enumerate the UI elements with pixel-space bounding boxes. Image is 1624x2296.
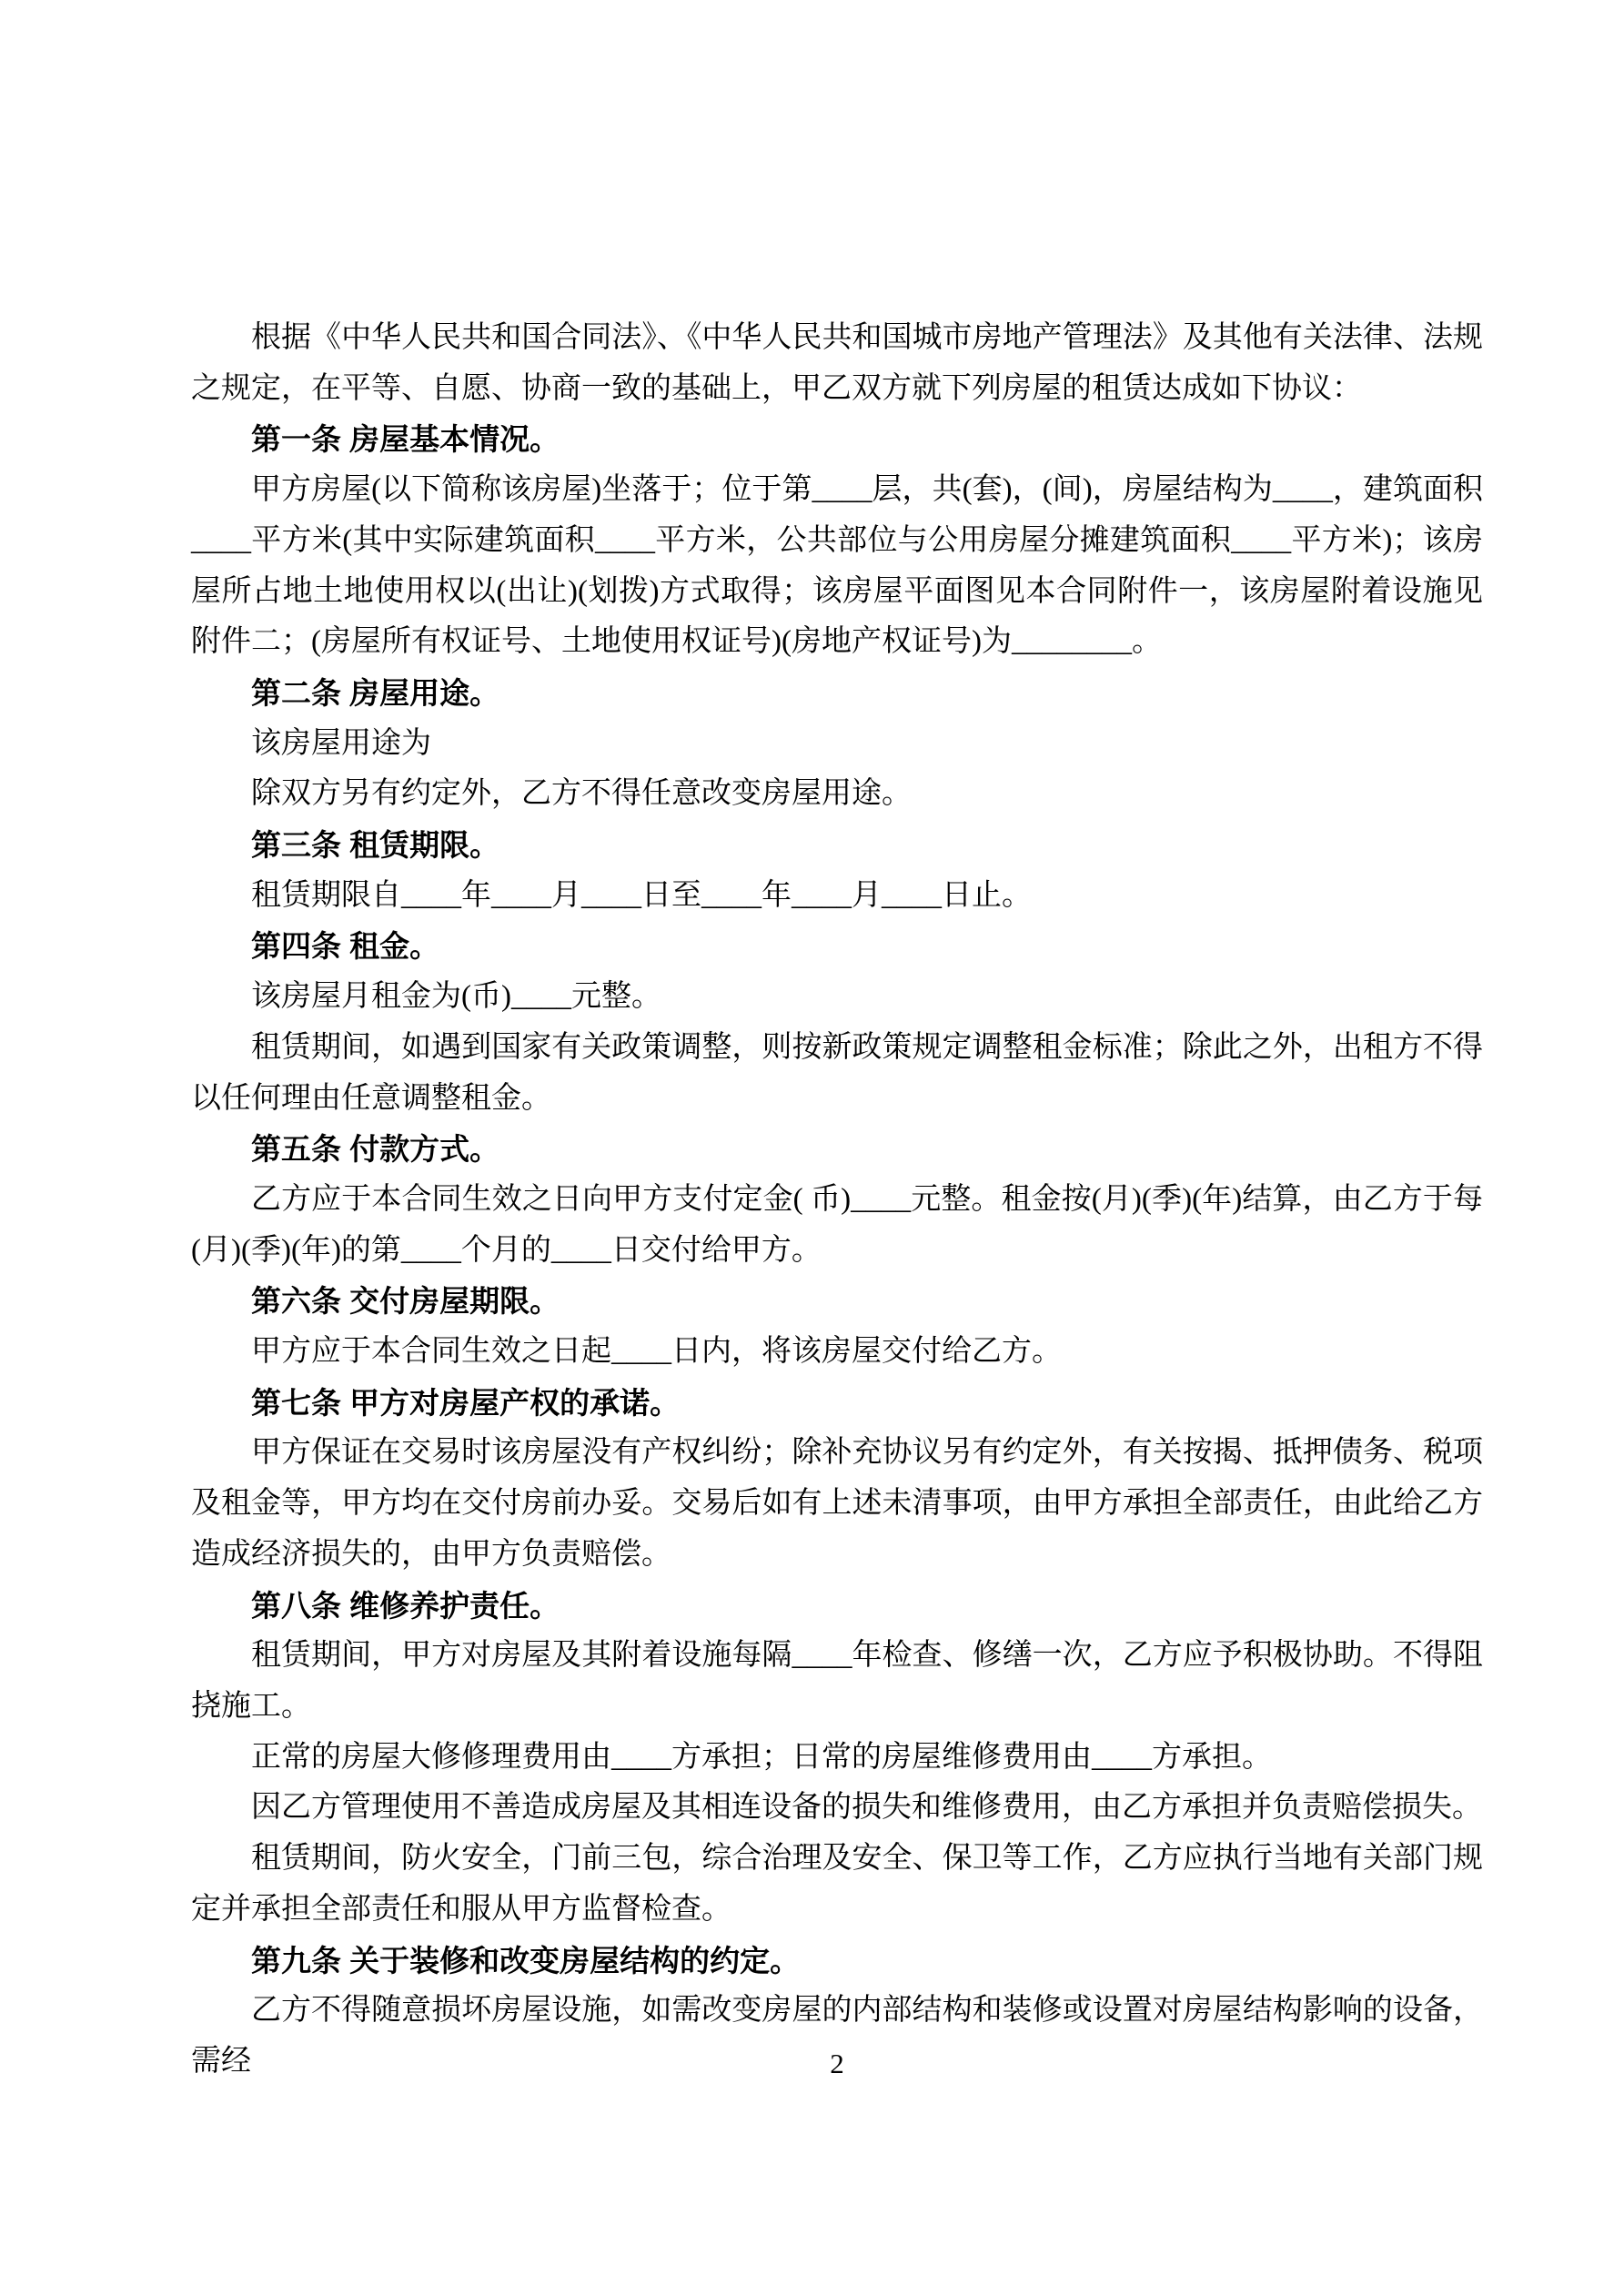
article-9-heading: 第九条 关于装修和改变房屋结构的约定。 — [251, 1943, 801, 1977]
article-4-heading: 第四条 租金。 — [251, 929, 440, 964]
article-1-paragraph: 甲方房屋(以下简称该房屋)坐落于；位于第____层，共(套)，(间)，房屋结构为____，建筑面积____平方米(其中实际建筑面积____平方米，公共部位与公用房屋分摊建筑面积____平方米)；该房屋所占地土地使用权以(出让)(划拨)方式取得；该房屋平面图见本合同附件一，该房屋附着设施见附件二；(房屋所有权证号、土地使用权证号)(房地产权证号)为________。 — [191, 473, 1483, 659]
article-4-paragraph-rent: 该房屋月租金为(币)____元整。 — [251, 980, 661, 1014]
intro-paragraph: 根据《中华人民共和国合同法》、《中华人民共和国城市房地产管理法》及其他有关法律、法规之规定，在平等、自愿、协商一致的基础上，甲乙双方就下列房屋的租赁达成如下协议： — [191, 321, 1483, 405]
article-2-paragraph-usage: 该房屋用途为 — [251, 726, 431, 760]
article-9-paragraph: 乙方不得随意损坏房屋设施，如需改变房屋的内部结构和装修或设置对房屋结构影响的设备，需经 — [191, 1994, 1483, 2078]
article-2-heading: 第二条 房屋用途。 — [251, 675, 500, 710]
article-8-heading: 第八条 维修养护责任。 — [251, 1588, 560, 1623]
article-8-paragraph-safety: 租赁期间，防火安全，门前三包，综合治理及安全、保卫等工作，乙方应执行当地有关部门规定并承担全部责任和服从甲方监督检查。 — [191, 1842, 1483, 1926]
article-8-paragraph-repair: 正常的房屋大修修理费用由____方承担；日常的房屋维修费用由____方承担。 — [251, 1740, 1272, 1774]
article-4-paragraph-policy: 租赁期间，如遇到国家有关政策调整，则按新政策规定调整租金标准；除此之外，出租方不得以任何理由任意调整租金。 — [191, 1030, 1483, 1115]
article-5-paragraph: 乙方应于本合同生效之日向甲方支付定金( 币)____元整。租金按(月)(季)(年)结算，由乙方于每(月)(季)(年)的第____个月的____日交付给甲方。 — [191, 1182, 1483, 1267]
article-3-heading: 第三条 租赁期限。 — [251, 828, 500, 863]
article-8-paragraph-damage: 因乙方管理使用不善造成房屋及其相连设备的损失和维修费用，由乙方承担并负责赔偿损失。 — [251, 1791, 1482, 1825]
article-1-heading: 第一条 房屋基本情况。 — [251, 422, 560, 457]
article-2-paragraph-change: 除双方另有约定外，乙方不得任意改变房屋用途。 — [251, 777, 912, 811]
article-5-heading: 第五条 付款方式。 — [251, 1132, 500, 1167]
article-8-paragraph-inspect: 租赁期间，甲方对房屋及其附着设施每隔____年检查、修缮一次，乙方应予积极协助。不得阻挠施工。 — [191, 1639, 1483, 1723]
page-number: 2 — [830, 2048, 844, 2079]
article-7-heading: 第七条 甲方对房屋产权的承诺。 — [251, 1385, 681, 1420]
contract-body — [191, 313, 1483, 2088]
article-6-paragraph: 甲方应于本合同生效之日起____日内，将该房屋交付给乙方。 — [251, 1335, 1062, 1369]
article-6-heading: 第六条 交付房屋期限。 — [251, 1284, 560, 1319]
article-3-paragraph: 租赁期限自____年____月____日至____年____月____日止。 — [251, 878, 1032, 912]
article-7-paragraph: 甲方保证在交易时该房屋没有产权纠纷；除补充协议另有约定外，有关按揭、抵押债务、税项及租金等，甲方均在交付房前办妥。交易后如有上述未清事项，由甲方承担全部责任，由此给乙方造成经济损失的，由甲方负责赔偿。 — [191, 1436, 1483, 1571]
